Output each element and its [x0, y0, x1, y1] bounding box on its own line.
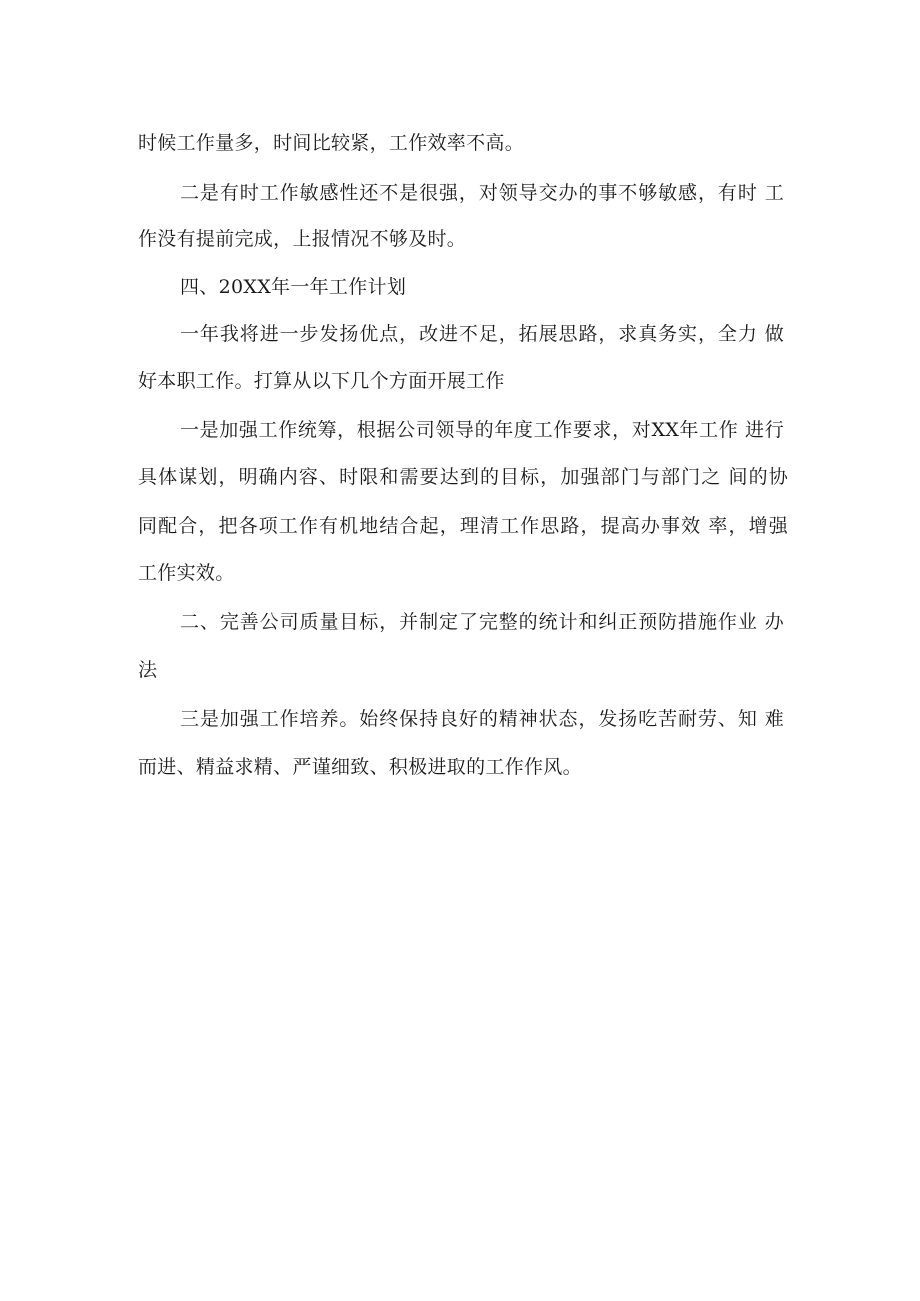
text-line: 三是加强工作培养。始终保持良好的精神状态，发扬吃苦耐劳、知 难: [180, 708, 784, 730]
text-line: 时候工作量多，时间比较紧，工作效率不高。: [138, 132, 525, 154]
text-line: 法: [138, 659, 158, 681]
text-line: 好本职工作。打算从以下几个方面开展工作: [138, 370, 505, 392]
text-line: 而进、精益求精、严谨细致、积极进取的工作作风。: [138, 756, 582, 778]
text-line: 具体谋划，明确内容、时限和需要达到的目标，加强部门与部门之 间的协: [138, 466, 788, 488]
section-heading: 四、20XX年一年工作计划: [180, 276, 407, 298]
text-line: 一年我将进一步发扬优点，改进不足，拓展思路，求真务实，全力 做: [180, 323, 784, 345]
text-line: 二、完善公司质量目标，并制定了完整的统计和纠正预防措施作业 办: [180, 611, 784, 633]
text-line: 作没有提前完成，上报情况不够及时。: [138, 228, 467, 250]
text-line: 工作实效。: [138, 562, 235, 584]
text-line: 一是加强工作统筹，根据公司领导的年度工作要求，对XX年工作 进行: [180, 419, 784, 441]
text-line: 二是有时工作敏感性还不是很强，对领导交办的事不够敏感，有时 工: [180, 182, 784, 204]
text-line: 同配合，把各项工作有机地结合起，理清工作思路，提高办事效 率，增强: [138, 515, 788, 537]
